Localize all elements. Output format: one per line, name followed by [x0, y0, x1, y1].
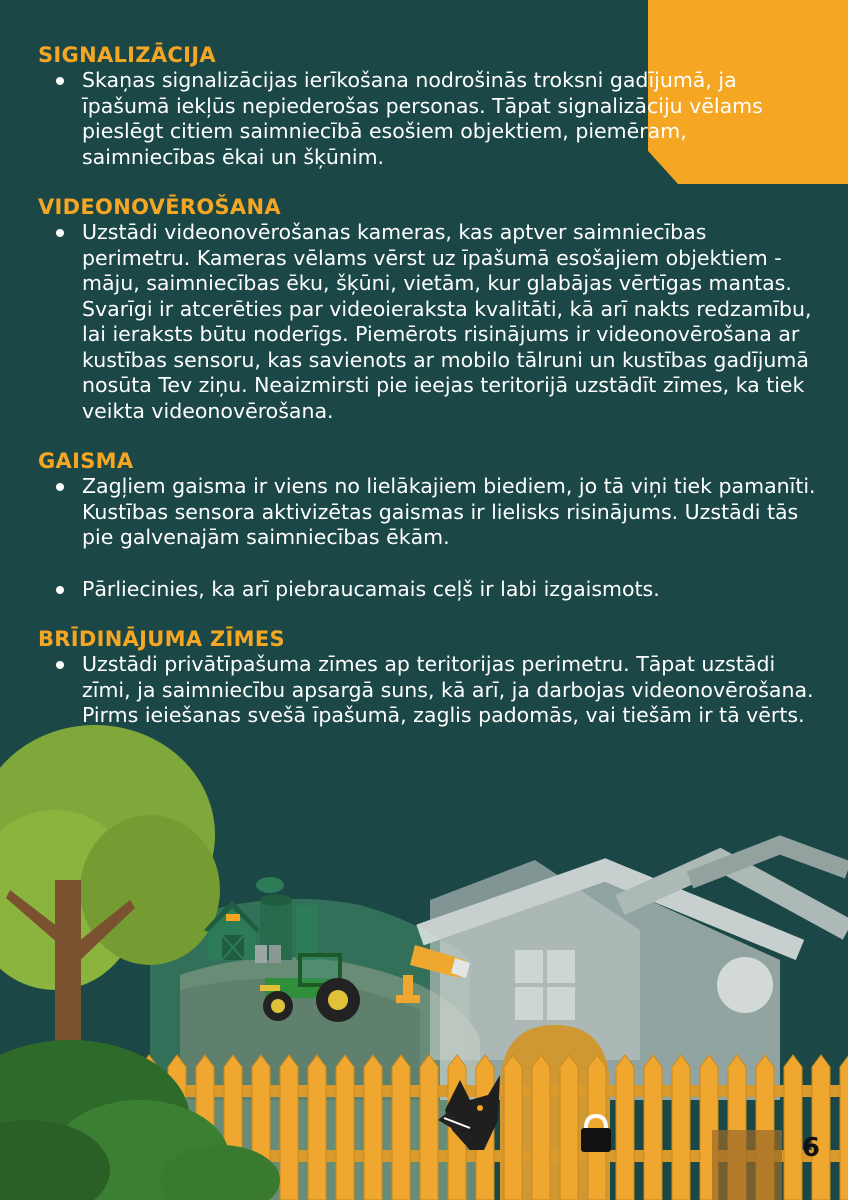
list-item: Pārliecinies, ka arī piebraucamais ceļš ir labi izgaismots. [38, 577, 818, 603]
section-heading: VIDEONOVĒROŠANA [38, 195, 281, 219]
list-item: Skaņas signalizācijas ierīkošana nodrošinās troksni gadījumā, ja īpašumā iekļūs nepiederošas personas. Tāpat signalizāciju vēlams pieslēgt citiem saimniecībā esošiem objektiem, piemēram, saimniecības ēkai un šķūnim. [38, 68, 818, 170]
section-video-surveillance [38, 194, 818, 424]
section-heading: SIGNALIZĀCIJA [38, 43, 216, 67]
section-heading: GAISMA [38, 449, 134, 473]
list-item: Uzstādi videonovērošanas kameras, kas aptver saimniecības perimetru. Kameras vēlams vērst uz īpašumā esošajiem objektiem - māju, saimniecības ēku, šķūni, vietām, kur glabājas vērtīgas mantas. Svarīgi ir atcerēties par videoieraksta kvalitāti, kā arī nakts redzamību, lai ieraksts būtu noderīgs. Piemērots risinājums ir videonovērošana ar kustības sensoru, kas savienots ar mobilo tālruni un kustības gadījumā nosūta Tev ziņu. Neaizmirsti pie ieejas teritorijā uzstādīt zīmes, ka tiek veikta videonovērošana. [38, 220, 818, 424]
content-area [38, 42, 818, 753]
page-number: 6 [801, 1133, 820, 1163]
barn-icon [204, 877, 318, 963]
section-alarm [38, 42, 818, 170]
bullet-list [38, 652, 818, 729]
list-item: Uzstādi privātīpašuma zīmes ap teritorijas perimetru. Tāpat uzstādi zīmi, ja saimniecību apsargā suns, kā arī, ja darbojas videonovērošana. Pirms ieiešanas svešā īpašumā, zaglis padomās, vai tiešām ir tā vērts. [38, 652, 818, 729]
bullet-list [38, 68, 818, 170]
bullet-list [38, 474, 818, 602]
section-warning-signs [38, 626, 818, 729]
section-lighting [38, 448, 818, 602]
section-heading: BRĪDINĀJUMA ZĪMES [38, 627, 285, 651]
bullet-list [38, 220, 818, 424]
list-item: Zagļiem gaisma ir viens no lielākajiem biediem, jo tā viņi tiek pamanīti. Kustības sensora aktivizētas gaismas ir lielisks risinājums. Uzstādi tās pie galvenajām saimniecības ēkām. [38, 474, 818, 551]
